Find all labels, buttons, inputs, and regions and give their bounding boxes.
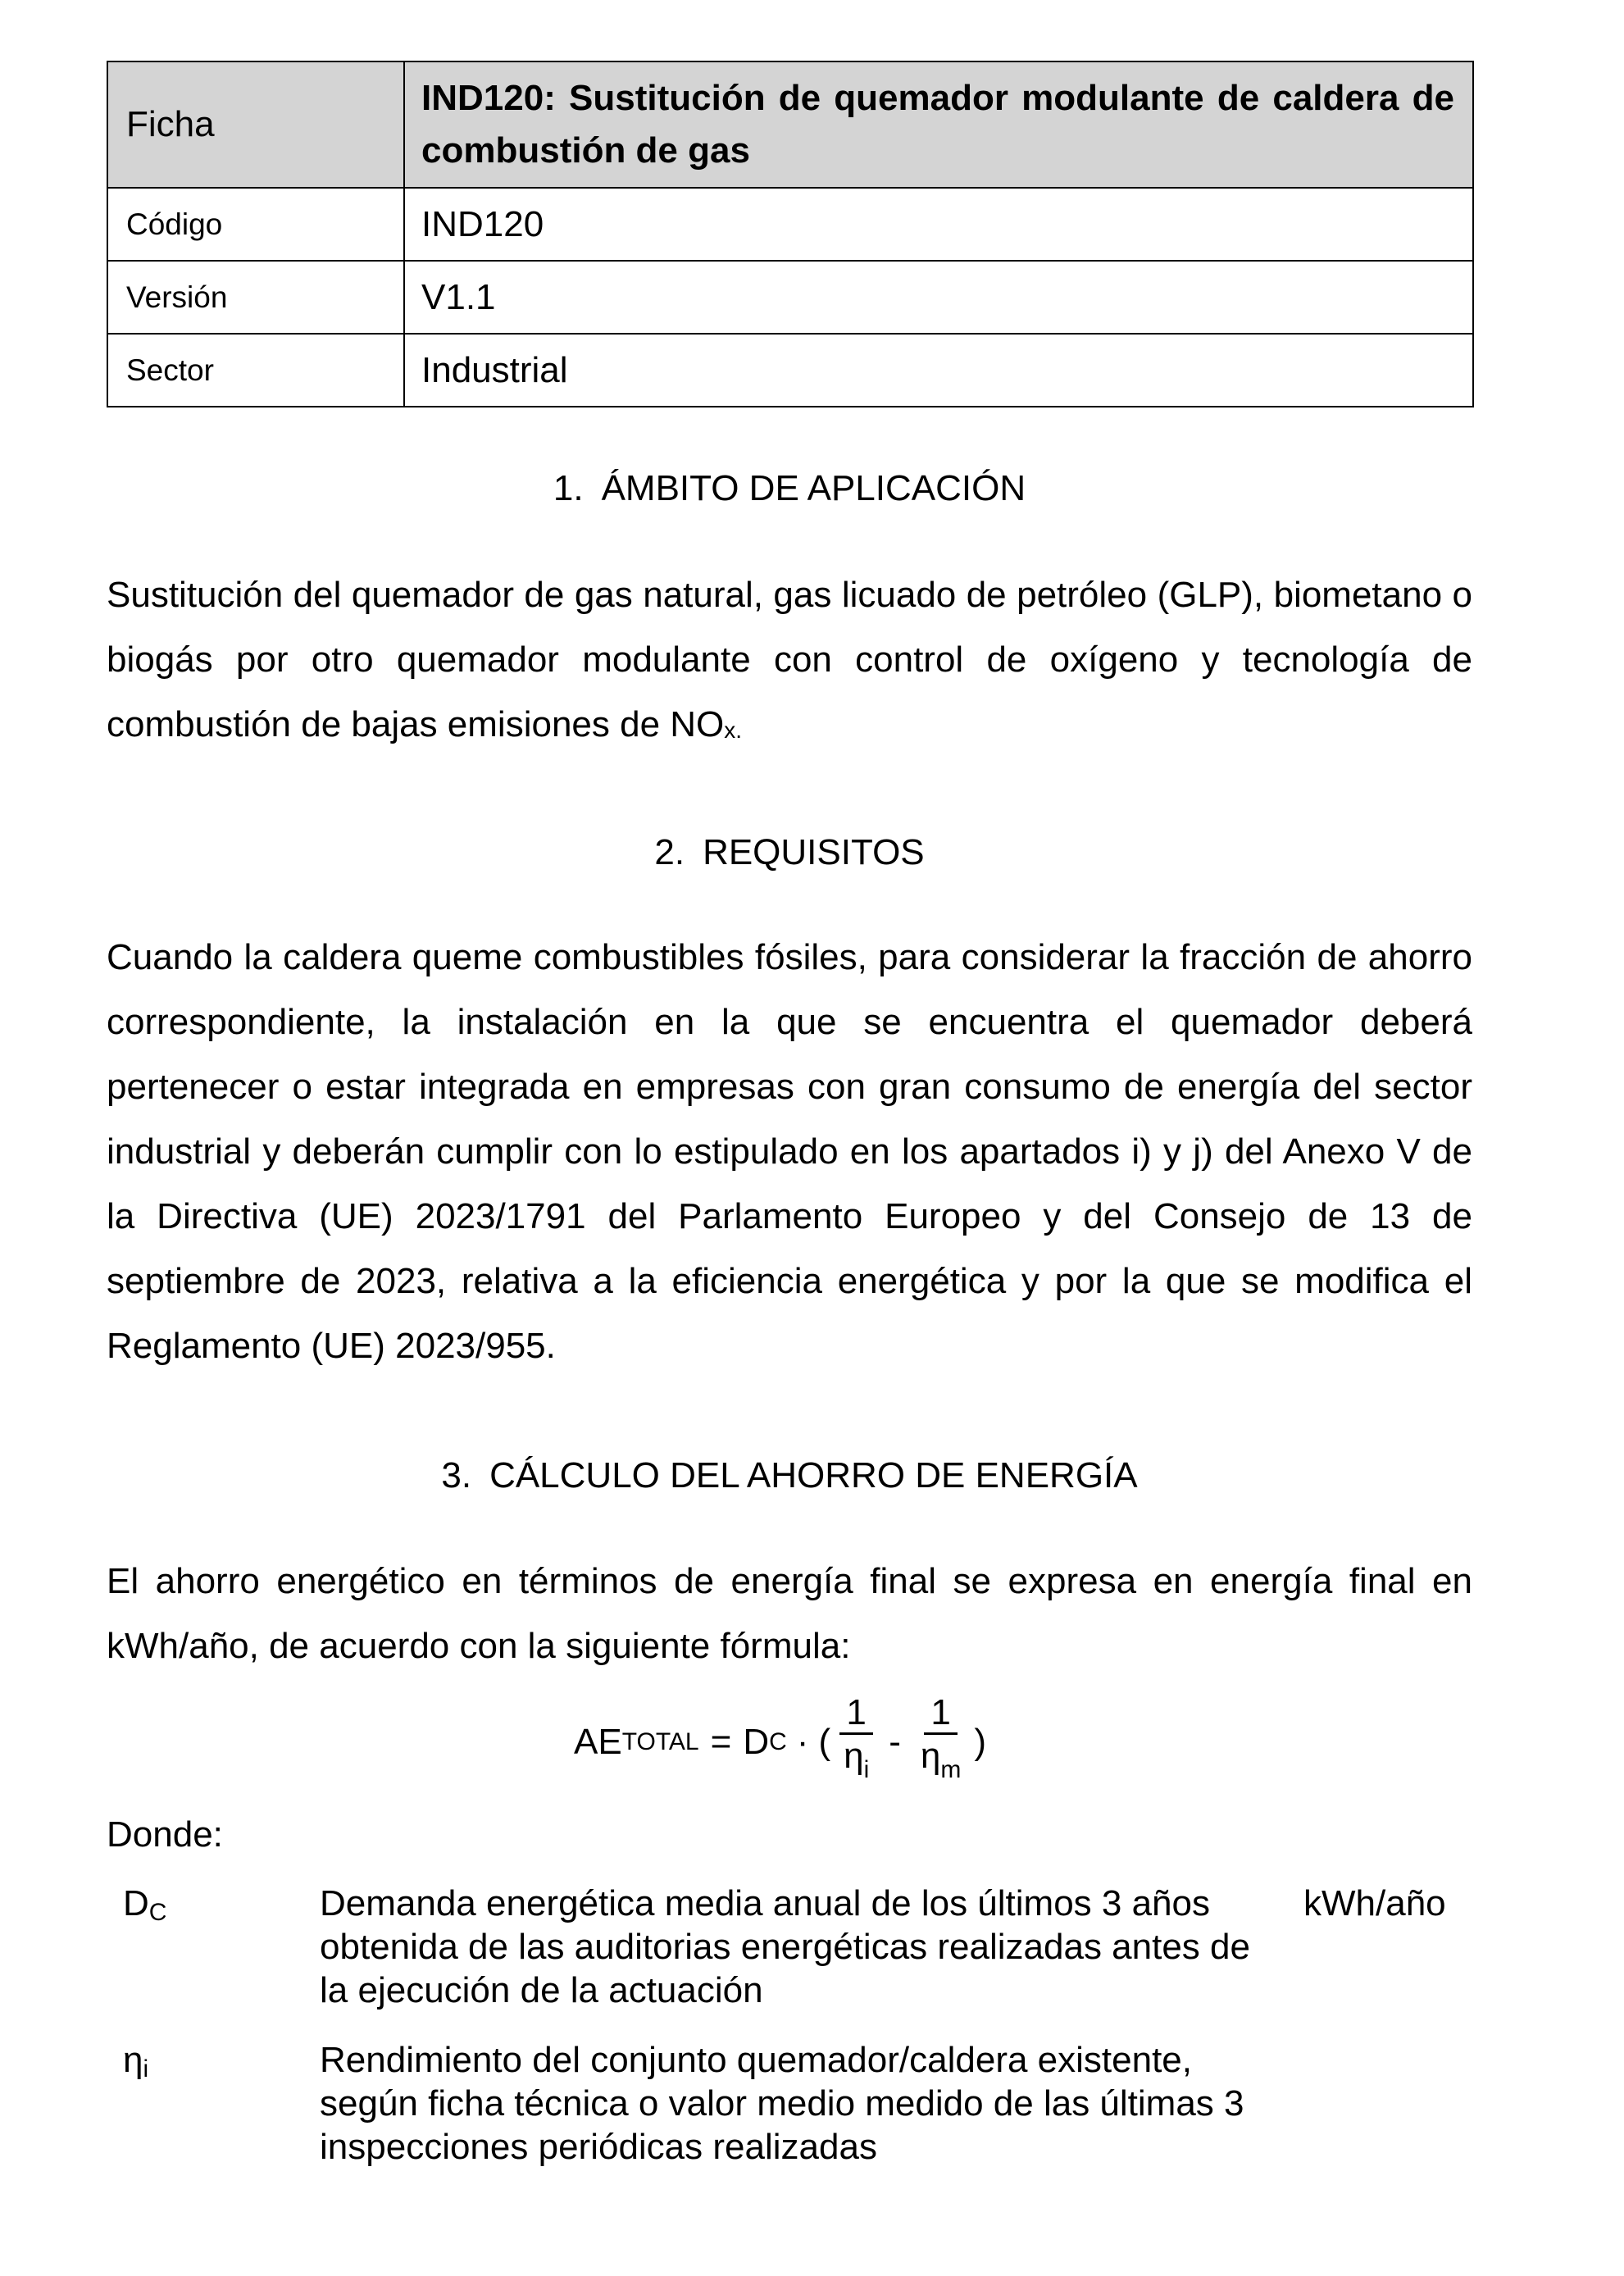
eta-subscript: m <box>940 1756 962 1783</box>
fraction-denominator <box>914 1735 967 1791</box>
fraction-eta-i <box>837 1693 876 1791</box>
symbol-subscript: C <box>148 1899 167 1926</box>
table-row <box>107 334 1473 407</box>
codigo-label: Código <box>107 188 404 261</box>
table-row <box>123 1882 1517 2038</box>
table-row <box>107 261 1473 334</box>
definition-description: Demanda energética media anual de los últimos 3 años obtenida de las auditorias energéticas realizadas antes de la ejecución de la actuación <box>320 1883 1250 2010</box>
section-number: 1. <box>553 468 584 508</box>
formula-lhs-sub: TOTAL <box>621 1728 699 1755</box>
section-title: CÁLCULO DEL AHORRO DE ENERGÍA <box>489 1455 1138 1495</box>
formula-lhs: AE <box>574 1722 622 1762</box>
formula-dc: D <box>743 1722 770 1762</box>
paragraph-text: Sustitución del quemador de gas natural, gas licuado de petróleo (GLP), biometano o biogás por otro quemador modulante con control de oxígeno y tecnología de combustión de bajas emisiones de NO <box>107 575 1472 744</box>
formula-minus: - <box>889 1722 901 1762</box>
definition-description: Rendimiento del conjunto quemador/caldera existente, según ficha técnica o valor medio medido de las últimas 3 inspecciones periódicas realizadas <box>320 2040 1244 2167</box>
ficha-title: IND120: Sustitución de quemador modulante de caldera de combustión de gas <box>404 61 1473 188</box>
ficha-table <box>107 61 1474 407</box>
section-paragraph-2: Cuando la caldera queme combustibles fósiles, para considerar la fracción de ahorro correspondiente, la instalación en la que se encuentra el quemador deberá pertenecer o estar integrada en empresas con gran consumo de energía del sector industrial y deberán cumplir con lo estipulado en los apartados i) y j) del Anexo V de la Directiva (UE) 2023/1791 del Parlamento Europeo y del Consejo de 13 de septiembre de 2023, relativa a la eficiencia energética y por la que se modifica el Reglamento (UE) 2023/955. <box>107 937 1472 1366</box>
fraction-numerator: 1 <box>924 1693 957 1735</box>
section-paragraph-1 <box>107 562 1472 762</box>
definition-unit <box>1271 2038 1517 2169</box>
eta-symbol: η <box>844 1736 864 1776</box>
paragraph-end: . <box>735 717 743 743</box>
section-number: 3. <box>441 1455 472 1495</box>
donde-label: Donde: <box>107 1814 223 1855</box>
section-paragraph-3: El ahorro energético en términos de energía final se expresa en energía final en kWh/año, de acuerdo con la siguiente fórmula: <box>107 1561 1472 1666</box>
table-row <box>107 188 1473 261</box>
eta-symbol: η <box>920 1736 941 1776</box>
subscript-x: x <box>724 717 736 743</box>
symbol-subscript: i <box>143 2055 149 2083</box>
version-label: Versión <box>107 261 404 334</box>
formula-open-paren: ( <box>818 1722 831 1762</box>
eta-subscript: i <box>863 1756 870 1783</box>
fraction-numerator: 1 <box>839 1693 872 1735</box>
section-heading-2 <box>107 830 1472 876</box>
sector-value: Industrial <box>404 334 1473 407</box>
symbol-main: D <box>123 1883 149 1923</box>
definition-symbol <box>123 2038 320 2169</box>
definition-unit: kWh/año <box>1303 1883 1446 1923</box>
fraction-denominator <box>837 1735 876 1791</box>
codigo-value: IND120 <box>404 188 1473 261</box>
formula-dc-sub: C <box>769 1728 787 1755</box>
table-row <box>123 2038 1517 2169</box>
sector-label: Sector <box>107 334 404 407</box>
ficha-header-row <box>107 61 1473 188</box>
ficha-label: Ficha <box>107 61 404 188</box>
version-value: V1.1 <box>404 261 1473 334</box>
section-number: 2. <box>654 832 685 872</box>
section-heading-1 <box>107 466 1472 512</box>
fraction-eta-m <box>914 1693 967 1791</box>
section-title: ÁMBITO DE APLICACIÓN <box>601 468 1026 508</box>
section-heading-3 <box>107 1453 1472 1499</box>
formula-dot: · <box>796 1722 809 1762</box>
definitions-table <box>123 1882 1517 2169</box>
formula-equals: = <box>710 1722 732 1762</box>
definition-symbol <box>123 1882 320 2038</box>
formula-close-paren: ) <box>974 1722 987 1762</box>
section-title: REQUISITOS <box>703 832 925 872</box>
energy-savings-formula <box>574 1689 986 1796</box>
symbol-main: η <box>123 2040 143 2080</box>
